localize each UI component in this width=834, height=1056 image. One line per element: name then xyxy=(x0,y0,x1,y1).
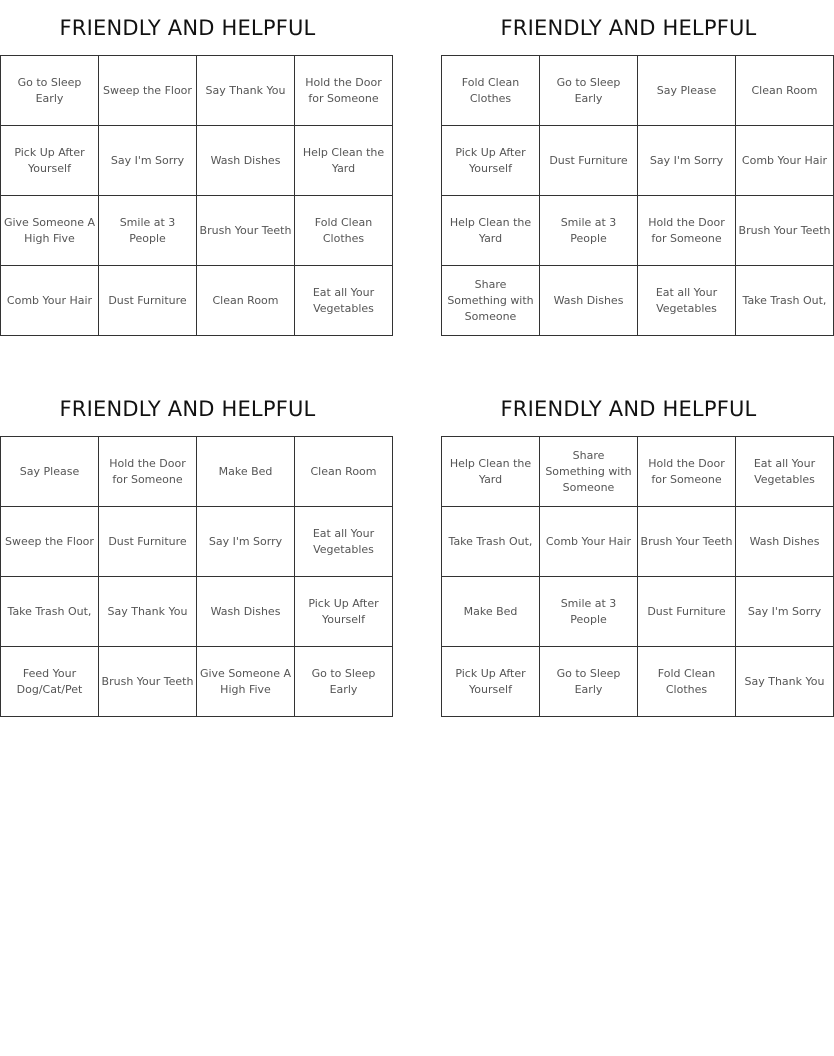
grid-cell: Smile at 3 People xyxy=(540,196,638,266)
grid-cell: Fold Clean Clothes xyxy=(295,196,393,266)
card-title: FRIENDLY AND HELPFUL xyxy=(59,16,316,40)
grid-cell: Wash Dishes xyxy=(197,126,295,196)
grid-cell: Hold the Door for Someone xyxy=(638,437,736,507)
grid-cell: Take Trash Out, xyxy=(1,577,99,647)
grid-cell: Pick Up After Yourself xyxy=(1,126,99,196)
grid-cell: Dust Furniture xyxy=(540,126,638,196)
grid-row xyxy=(1,196,393,266)
grid-row xyxy=(1,647,393,717)
grid-cell: Brush Your Teeth xyxy=(197,196,295,266)
bingo-grid xyxy=(441,55,834,336)
grid-cell: Smile at 3 People xyxy=(540,577,638,647)
grid-row xyxy=(1,56,393,126)
card-title: FRIENDLY AND HELPFUL xyxy=(500,16,757,40)
grid-row xyxy=(442,266,834,336)
bingo-card xyxy=(0,10,385,336)
grid-cell: Say Thank You xyxy=(197,56,295,126)
grid-row xyxy=(442,647,834,717)
grid-cell: Wash Dishes xyxy=(540,266,638,336)
grid-row xyxy=(1,266,393,336)
grid-row xyxy=(442,437,834,507)
grid-row xyxy=(1,126,393,196)
card-title: FRIENDLY AND HELPFUL xyxy=(59,397,316,421)
bingo-card xyxy=(441,391,825,717)
grid-cell: Pick Up After Yourself xyxy=(442,126,540,196)
grid-cell: Fold Clean Clothes xyxy=(638,647,736,717)
grid-cell: Help Clean the Yard xyxy=(295,126,393,196)
grid-cell: Help Clean the Yard xyxy=(442,437,540,507)
grid-row xyxy=(442,577,834,647)
grid-cell: Share Something with Someone xyxy=(442,266,540,336)
grid-cell: Say I'm Sorry xyxy=(638,126,736,196)
grid-cell: Sweep the Floor xyxy=(99,56,197,126)
card-title: FRIENDLY AND HELPFUL xyxy=(500,397,757,421)
grid-cell: Go to Sleep Early xyxy=(540,647,638,717)
bingo-card xyxy=(0,391,379,717)
grid-cell: Take Trash Out, xyxy=(736,266,834,336)
grid-cell: Comb Your Hair xyxy=(1,266,99,336)
grid-cell: Comb Your Hair xyxy=(736,126,834,196)
grid-cell: Wash Dishes xyxy=(736,507,834,577)
bingo-grid xyxy=(0,55,393,336)
grid-cell: Pick Up After Yourself xyxy=(442,647,540,717)
grid-cell: Feed Your Dog/Cat/Pet xyxy=(1,647,99,717)
grid-cell: Comb Your Hair xyxy=(540,507,638,577)
grid-cell: Eat all Your Vegetables xyxy=(638,266,736,336)
grid-cell: Go to Sleep Early xyxy=(295,647,393,717)
grid-cell: Hold the Door for Someone xyxy=(295,56,393,126)
grid-cell: Take Trash Out, xyxy=(442,507,540,577)
grid-row xyxy=(1,437,393,507)
grid-cell: Wash Dishes xyxy=(197,577,295,647)
grid-cell: Help Clean the Yard xyxy=(442,196,540,266)
grid-cell: Clean Room xyxy=(197,266,295,336)
grid-cell: Eat all Your Vegetables xyxy=(295,507,393,577)
grid-cell: Pick Up After Yourself xyxy=(295,577,393,647)
grid-cell: Go to Sleep Early xyxy=(540,56,638,126)
grid-cell: Clean Room xyxy=(736,56,834,126)
grid-cell: Say I'm Sorry xyxy=(197,507,295,577)
grid-cell: Fold Clean Clothes xyxy=(442,56,540,126)
grid-cell: Say I'm Sorry xyxy=(736,577,834,647)
grid-row xyxy=(1,577,393,647)
grid-cell: Smile at 3 People xyxy=(99,196,197,266)
grid-cell: Make Bed xyxy=(442,577,540,647)
grid-cell: Make Bed xyxy=(197,437,295,507)
grid-cell: Say Please xyxy=(638,56,736,126)
grid-cell: Dust Furniture xyxy=(638,577,736,647)
grid-cell: Dust Furniture xyxy=(99,266,197,336)
grid-cell: Hold the Door for Someone xyxy=(638,196,736,266)
grid-cell: Sweep the Floor xyxy=(1,507,99,577)
grid-cell: Brush Your Teeth xyxy=(99,647,197,717)
grid-row xyxy=(442,507,834,577)
grid-cell: Hold the Door for Someone xyxy=(99,437,197,507)
grid-cell: Clean Room xyxy=(295,437,393,507)
grid-cell: Say I'm Sorry xyxy=(99,126,197,196)
grid-cell: Eat all Your Vegetables xyxy=(295,266,393,336)
grid-cell: Say Thank You xyxy=(736,647,834,717)
grid-cell: Eat all Your Vegetables xyxy=(736,437,834,507)
grid-cell: Dust Furniture xyxy=(99,507,197,577)
bingo-grid xyxy=(441,436,834,717)
grid-cell: Share Something with Someone xyxy=(540,437,638,507)
grid-row xyxy=(442,126,834,196)
grid-row xyxy=(1,507,393,577)
grid-row xyxy=(442,56,834,126)
grid-cell: Give Someone A High Five xyxy=(1,196,99,266)
grid-cell: Brush Your Teeth xyxy=(736,196,834,266)
grid-cell: Go to Sleep Early xyxy=(1,56,99,126)
grid-cell: Give Someone A High Five xyxy=(197,647,295,717)
grid-cell: Say Thank You xyxy=(99,577,197,647)
bingo-grid xyxy=(0,436,393,717)
grid-cell: Brush Your Teeth xyxy=(638,507,736,577)
grid-cell: Say Please xyxy=(1,437,99,507)
grid-row xyxy=(442,196,834,266)
bingo-card xyxy=(441,10,831,336)
